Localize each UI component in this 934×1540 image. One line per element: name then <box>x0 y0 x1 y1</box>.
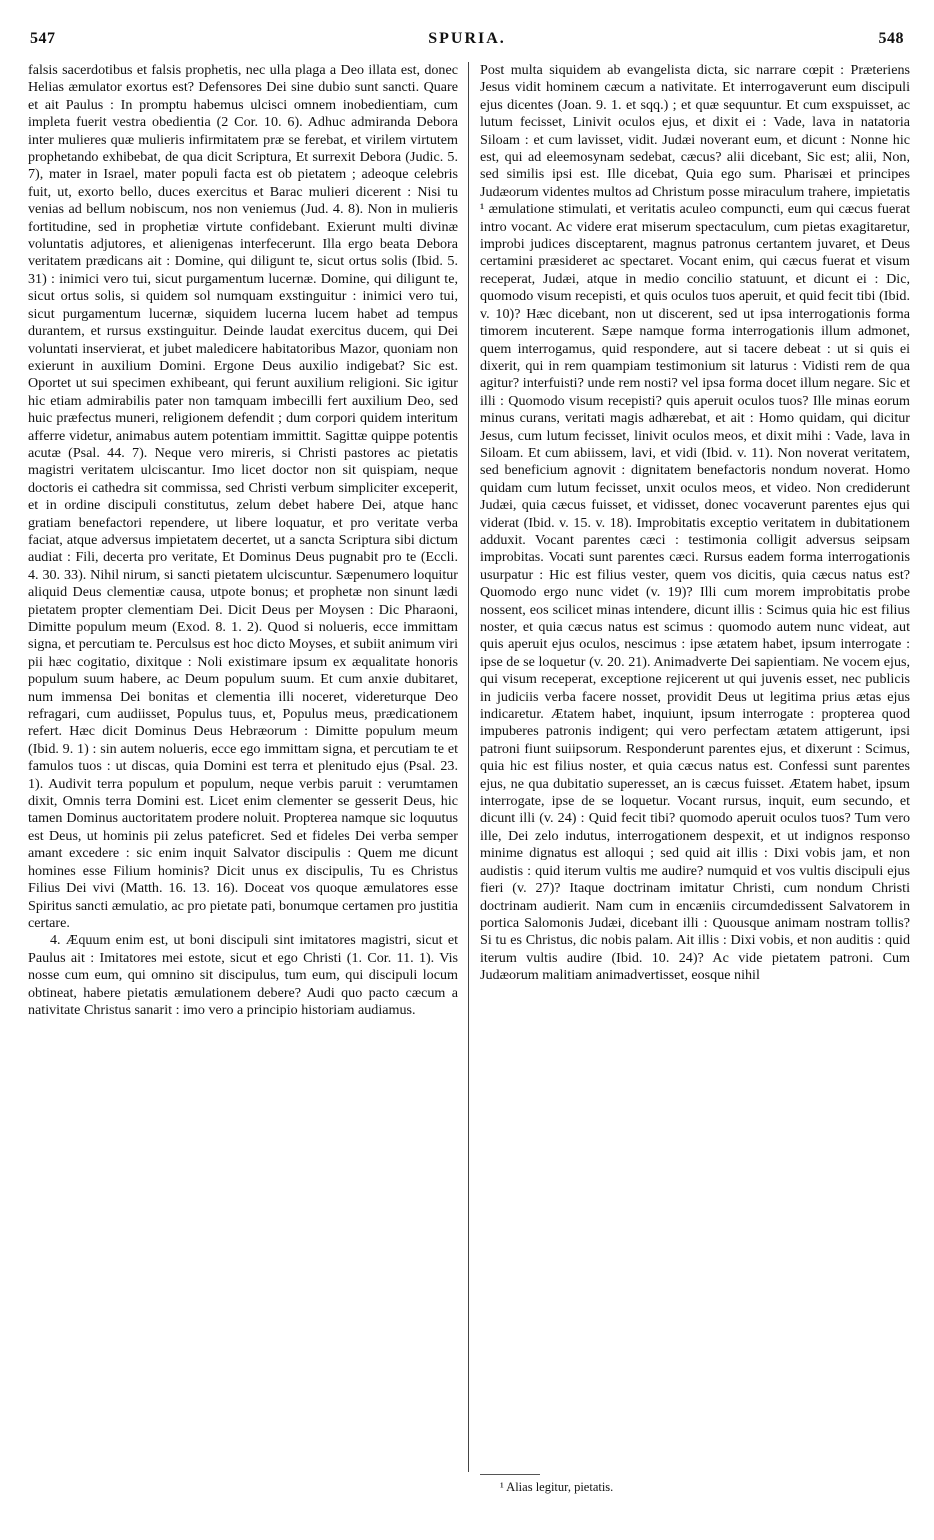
running-title: SPURIA. <box>428 30 506 47</box>
right-column <box>480 62 910 1462</box>
left-column <box>28 62 458 1502</box>
footnote: ¹ Alias legitur, pietatis. <box>500 1480 614 1494</box>
page-number-right: 548 <box>878 30 904 47</box>
left-paragraph-2: 4. Æquum enim est, ut boni discipuli sint imitatores magistri, sicut et Paulus ait : Imitatores mei estote, sicut et ego Christi (1. Cor. 11. 1). Vis nosse cum eum, qui omnino sit discipulus, tum eum, qui discipuli locum obtineat, habere pietatis æmulationem debere? Audi quo pacto cæcum a nativitate Christus sanarit : imo vero a principio historiam audiamus. <box>28 932 458 1018</box>
column-divider <box>468 62 469 1472</box>
page-number-left: 547 <box>30 30 56 47</box>
running-head <box>30 30 904 54</box>
left-paragraph-1: falsis sacerdotibus et falsis prophetis, nec ulla plaga a Deo illata est, donec Helias æmulator exortus est? Defensores Dei sine dubio sunt sancti. Quare et ait Paulus : In promptu habemus ulcisci omnem inobedientiam, cum impleta fuerit vestra obedientia (2 Cor. 10. 6). Adhuc admiranda Debora inter mulieres quæ mulieris infirmitatem præ se ferebat, et virilem virtutem prophetando exhibebat, de qua dicit Scriptura, Et surrexit Debora (Judic. 5. 7), mater in Israel, mater populi facta est ob pietatem ; adeoque celebris fuit, ut, exorto bello, duces exercitus et Barac mulieri dicerent : Nisi tu venias ad bellum nobiscum, nos non veniemus (Jud. 4. 8). Non in mulieris fortitudine, sed in prophetiæ virtute confidebant. Exierunt multi divinæ voluntatis adjutores, et alienigenas interfecerunt. Illa ergo beata Debora veritatem prædicans ait : Domine, qui diligunt te, sicut ortus solis (Ibid. 5. 31) : inimici vero tui, sicut purgamentum lucernæ. Domine, qui diligunt te, sicut ortus solis, si quidem sol numquam exstinguitur : inimici vero tui, sicut purgamentum lucernæ, siquidem lucerna lucem habet ad tempus durantem, et rursus exstinguitur. Deinde laudat exercitus ducem, qui Dei voluntati inservierat, et jubet maledicere habitatoribus Mazor, quoniam non exierunt in auxilium Domini. Ergone Deus auxilio indigebat? Sic est. Oportet ut sui specimen exhibeant, qui ferunt auxilium religioni. Sic igitur hic etiam admirabilis pater non tamquam imbecilli fert auxilium Deo, sed huic præfectus muneri, religionem defendit ; dum corpori quidem interitum afferre videtur, animabus autem potentiam immittit. Sagittæ quippe potentis acutæ (Psal. 44. 7). Neque vero mireris, si Christi pastores ac pietatis magistri veritatem ulciscantur. Imo licet doctor non sit quispiam, neque doctoris ei cathedra sit commissa, sed Christi verbum simpliciter exceperit, et in ordine discipuli constitutus, zelum debet habere Dei, atque hanc gratiam benefactori rependere, ut libere loquatur, et pro veritate verba faciat, atque adversus impietatem decertet, ut a sancta Scriptura sibi dictum audiat : Fili, decerta pro veritate, Et Dominus Deus pugnabit pro te (Eccli. 4. 30. 33). Nihil nirum, si sancti pietatem ulciscuntur. Sæpenumero loquitur aliquid Deus clementiæ causa, utpote bonus; et prophetæ non sinunt lædi pietatem propter clementiam Dei. Dicit Deus per Moysen : Dic Pharaoni, Dimitte populum meum (Exod. 8. 1. 2). Quod si nolueris, ecce immittam signa, et percutiam te. Perculsus est hoc dicto Moyses, et subiit animum viri pii hæc cogitatio, dixitque : Noli existimare ipsum ex æqualitate honoris populum suum habere, ac Deum populum suum. Et cum anxie dubitaret, num immensa Dei bonitas et clementia illi noceret, videreturque Deo refragari, cum audiisset, Populus tuus, et, Populus meus, prædicationem refert. Hæc dicit Dominus Deus Hebræorum : Dimitte populum meum (Ibid. 9. 1) : sin autem nolueris, ecce ego immittam signa, et percutiam te et famulos tuos : ut discas, quia Domini est terra et plenitudo ejus (Psal. 23. 1). Audivit terra populum et populum, neque verbis paruit : verumtamen dixit, Omnis terra Domini est. Licet enim clementer se gesserit Deus, hic tamen Dominus auctoritatem prodere noluit. Propterea namque sic loquutus est Deus, ut hominis pii zelus pateficret. Sed et fideles Dei verba semper amant excedere : sic enim inquit Salvator discipulis : Quem me dicunt homines esse Filium hominis? Dicit unus ex discipulis, Tu es Christus Filius Dei vivi (Matth. 16. 13. 16). Doceat vos quoque æmulatores esse Spiritus sancti æmulatio, ac pro pietate pati, bonumque certamen pro justitia certare. <box>28 62 458 931</box>
footnote-rule <box>480 1474 540 1475</box>
right-paragraph-1: Post multa siquidem ab evangelista dicta, sic narrare cœpit : Præteriens Jesus vidit hominem cæcum a nativitate. Et interrogaverunt eum discipuli ejus dicentes (Joan. 9. 1. et sqq.) ; et quæ sequuntur. Et cum exspuisset, ac lutum fecisset, Linivit oculos ejus, et dixit ei : Vade, lava in natatoria Siloam : et cum lavisset, vidit. Judæi noverant eum, et dicunt : Nonne hic est, qui ad eleemosynam sedebat, cæcus? alii dicebant, Sic est; alii, Non, sed similis ipsi est. Ille dicebat, Quia ego sum. Pharisæi et principes Judæorum videntes multos ad Christum posse miraculum trahere, impietatis ¹ æmulatione stimulati, et veritatis aculeo compuncti, eum qui cæcus fuerat intro vocant. Ac videre erat miserum spectaculum, cum pietas exagitaretur, improbi judices disceptarent, magnus patronus certantem juvaret, et Deus certamini præsideret ac spectaret. Vocant enim, qui cæcus fuerat et visum receperat, Judæi, atque in medio concilio statuunt, et dicunt ei : Dic, quomodo visum recepisti, et quis oculos tuos aperuit, et quid fecit tibi (Ibid. v. 10)? Hæc dicebant, non ut discerent, sed ut ipsa interrogationis forma timorem incuterent. Sæpe namque forma interrogationis illum admonet, quem interrogamus, quid respondere, aut si tacere debeat : ut si quis ei dixerit, qui in rem quampiam testimonium sit laturus : Vidisti rem de qua agitur? interfuisti? unde rem nosti? vel ipsa forma docet illum negare. Sic et illi : Quomodo visum recepisti? quis aperuit oculos tuos? Ille minas eorum minus curans, veritati magis adhærebat, et ait : Homo quidam, qui dicitur Jesus, cum lutum fecisset, linivit oculos meos, et dixit mihi : Vade, lava in Siloam. Et cum abiissem, lavi, et vidi (Ibid. v. 11). Non noverat veritatem, sed beneficium agnovit : dignitatem benefactoris nondum noverat. Homo quidam cum lutum fecisset, unxit oculos meos, et video. Non crediderunt Judæi, quia cæcus fuisset, et vidisset, donec vocaverunt parentes ejus qui viderat (Ibid. v. 15. v. 18). Improbitatis exceptio veritatem in dubitationem adduxit. Vocant parentes cæci : testimonia colligit adversus seipsam improbitas. Vocati sunt parentes cæci. Rursus eadem forma interrogationis usurpatur : Hic est filius vester, quem vos dicitis, quia cæcus natus est? Quomodo ergo nunc videt (v. 19)? Illi cum morem improbitatis probe nossent, eos scilicet minas intendere, dicunt illis : Scimus quia hic est filius noster, et quia cæcus natus est scimus : quomodo autem nunc videat, aut quis aperuit ejus oculos, nescimus : ipse ætatem habet, ipsum interrogate : ipse de se loquetur (v. 20. 21). Animadverte Dei sapientiam. Ne vocem ejus, qui visum receperat, exceptione rejicerent ut qui juvenis esset, nec publicis in judiciis verba facere nosset, providit Deus ut legitima prius ætas ejus indicaretur. Ætatem habet, inquiunt, ipsum interrogate : propterea quod impuberes patronis indigent; qui vero perfectam ætatem attigerunt, ipsi patroni fiunt suiipsorum. Responderunt parentes ejus, et dixerunt : Scimus, quia hic est filius noster, et quia cæcus natus est. Confessi sunt parentes ejus, ne qua dubitatio superesset, an is cæcus fuisset. Ætatem habet, ipsum interrogate, ipse de se loquetur. Vocant rursus, inquit, eum secundo, et dicunt illi (v. 24) : Quid fecit tibi? quomodo aperuit oculos tuos? Tum vero ille, Dei zelo indutus, interrogationem despexit, et ut indignos responso minime dignatus est alloqui ; sed quid ait illis : Dixi vobis jam, et non audistis : quid iterum vultis me audire? numquid et vos vultis discipuli ejus fieri (v. 27)? Itaque doctrinam imitatur Christi, cum nondum Christi doctrinam audierit. Nam cum in encæniis circumdedissent Salvatorem in portica Salomonis Judæi, dicebant illi : Quousque animam nostram tollis? Si tu es Christus, dic nobis palam. Ait illis : Dixi vobis, et non auditis : quid iterum vultis audire (Ibid. 10. 24)? Ac vide pietatem patroni. Cum Judæorum malitiam animadvertisset, eosque nihil <box>480 62 910 984</box>
